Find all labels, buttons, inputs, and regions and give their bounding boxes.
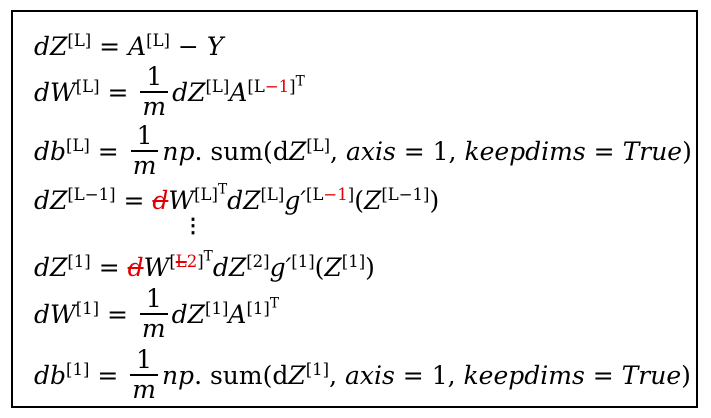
eq4-dz-sup: [L]	[260, 184, 285, 204]
eq7-lhs: db	[34, 360, 67, 390]
eq5-w-sup-pre: [	[169, 251, 176, 271]
equation-dz-L	[34, 30, 224, 61]
eq2-fraction	[140, 64, 168, 121]
eq2-a-sup-post: ]	[289, 76, 296, 96]
eq3-comma: ,	[330, 136, 346, 166]
eq6-dz: dZ	[171, 299, 206, 329]
eq5-transpose: T	[203, 248, 213, 265]
eq3-close: )	[682, 136, 692, 166]
eq7-lhs-sup: [1]	[66, 359, 90, 379]
eq3-lhs: db	[34, 136, 67, 166]
eq3-fraction	[131, 123, 159, 180]
equation-db-L	[34, 121, 692, 182]
eq2-dz-sup: [L]	[205, 76, 230, 96]
eq3-axis: axis	[345, 136, 396, 166]
eq3-np: np	[162, 136, 195, 166]
eq5-dz: dZ	[212, 253, 247, 282]
eq4-z: Z	[363, 186, 382, 215]
eq5-w: W	[143, 253, 170, 282]
eq5-struck-d-annotation: d	[127, 253, 144, 282]
eq5-lhs: dZ	[34, 253, 68, 282]
eq5-lhs-sup: [1]	[67, 251, 91, 271]
eq7-np: np	[161, 360, 195, 390]
eq2-lhs-w: W	[50, 77, 76, 107]
eq2-a: A	[229, 77, 248, 107]
eq2-frac-num: 1	[140, 64, 168, 93]
eq2-lhs-d: d	[34, 77, 51, 107]
eq7-z: Z	[288, 360, 306, 390]
eq4-g-sup-pre: [L	[306, 184, 324, 204]
eq5-close: )	[365, 253, 375, 282]
eq5-w-sup-red-annotation: 2	[186, 251, 198, 271]
eq7-true: True	[621, 360, 682, 390]
eq3-true: True	[622, 136, 683, 166]
eq3-z-sup: [L]	[306, 135, 331, 155]
eq4-g-sup-post: ]	[347, 184, 355, 204]
eq6-fraction	[140, 286, 168, 343]
eq7-equals: =	[89, 360, 127, 390]
eq3-frac-den: m	[132, 151, 157, 181]
eq4-g-sup-red-annotation: −1	[323, 184, 348, 204]
eq2-a-sup-pre: [L	[247, 76, 265, 96]
eq7-frac-den: m	[132, 375, 156, 405]
eq2-lhs-sup: [L]	[75, 76, 100, 96]
eq4-z-sup: [L−1]	[381, 184, 430, 204]
eq1-a-sup: [L]	[146, 30, 170, 50]
eq2-dz: dZ	[172, 77, 206, 107]
eq5-dz-sup: [2]	[246, 251, 270, 271]
eq3-equals2: =	[585, 136, 623, 166]
vdots-glyph: ⋮	[183, 213, 203, 237]
eq1-lhs-sup: [L]	[67, 30, 92, 50]
eq7-fraction	[130, 347, 158, 404]
eq4-equals: =	[115, 186, 153, 215]
eq3-equals: =	[89, 136, 127, 166]
eq4-dz: dZ	[227, 186, 261, 215]
eq4-close: )	[429, 186, 440, 215]
eq1-lhs-d: d	[34, 32, 51, 61]
eq4-w-sup: [L]	[194, 184, 218, 204]
eq7-z-sup: [1]	[305, 359, 330, 379]
eq5-z-sup: [1]	[341, 251, 366, 271]
eq2-transpose: T	[295, 73, 305, 90]
eq6-dz-sup: [1]	[205, 298, 229, 318]
equation-dz-L-minus-1	[34, 181, 440, 215]
eq3-frac-num: 1	[131, 123, 159, 152]
eq6-a: A	[228, 299, 247, 329]
eq3-keepdims: keepdims	[464, 136, 586, 166]
eq5-w-sup-post: ]	[197, 251, 204, 271]
equation-dw-1	[34, 284, 279, 345]
eq4-g-prime: g′	[284, 186, 307, 215]
eq7-axis: axis	[345, 360, 395, 390]
eq7-equals2: =	[584, 360, 622, 390]
vertical-ellipsis	[183, 213, 203, 237]
eq4-lhs: dZ	[34, 186, 68, 215]
eq1-equals: =	[91, 32, 129, 61]
eq6-lhs: dW	[34, 299, 76, 329]
eq5-z: Z	[324, 253, 342, 282]
eq1-y: Y	[206, 32, 224, 61]
eq7-frac-num: 1	[130, 347, 158, 376]
eq5-w-sup-struck-annotation: L	[175, 251, 187, 271]
eq7-sum: . sum(d	[194, 360, 289, 390]
eq5-g-prime: g′	[269, 253, 292, 282]
eq4-struck-d-annotation: d	[152, 186, 169, 215]
eq7-axis-val: = 1,	[394, 360, 464, 390]
eq2-equals: =	[99, 77, 137, 107]
eq6-equals: =	[99, 299, 136, 329]
equation-box	[11, 10, 698, 408]
equation-db-1	[34, 345, 691, 406]
eq3-z: Z	[288, 136, 307, 166]
equation-dw-L	[34, 62, 305, 123]
eq3-axis-val: = 1,	[395, 136, 465, 166]
eq6-frac-den: m	[141, 314, 166, 344]
eq4-w: W	[168, 186, 195, 215]
eq5-open: (	[314, 253, 325, 282]
equation-dz-1	[34, 248, 375, 282]
eq6-a-sup: [1]	[246, 298, 270, 318]
eq3-sum: . sum(d	[194, 136, 289, 166]
eq4-transpose: T	[217, 181, 228, 198]
eq6-frac-num: 1	[140, 286, 168, 315]
eq1-minus: −	[169, 32, 207, 61]
eq4-lhs-sup: [L−1]	[67, 184, 116, 204]
eq6-lhs-sup: [1]	[75, 298, 100, 318]
eq5-equals: =	[90, 253, 128, 282]
eq7-keepdims: keepdims	[463, 360, 585, 390]
eq2-a-sup-red-annotation: −1	[264, 76, 290, 96]
eq3-lhs-sup: [L]	[66, 135, 90, 155]
eq1-a: A	[128, 32, 147, 61]
eq7-close: )	[681, 360, 691, 390]
eq2-frac-den: m	[142, 92, 167, 122]
eq1-lhs-z: Z	[50, 32, 68, 61]
eq5-g-sup: [1]	[291, 251, 315, 271]
eq7-comma: ,	[329, 360, 346, 390]
eq6-transpose: T	[269, 295, 279, 312]
eq4-open: (	[354, 186, 364, 215]
